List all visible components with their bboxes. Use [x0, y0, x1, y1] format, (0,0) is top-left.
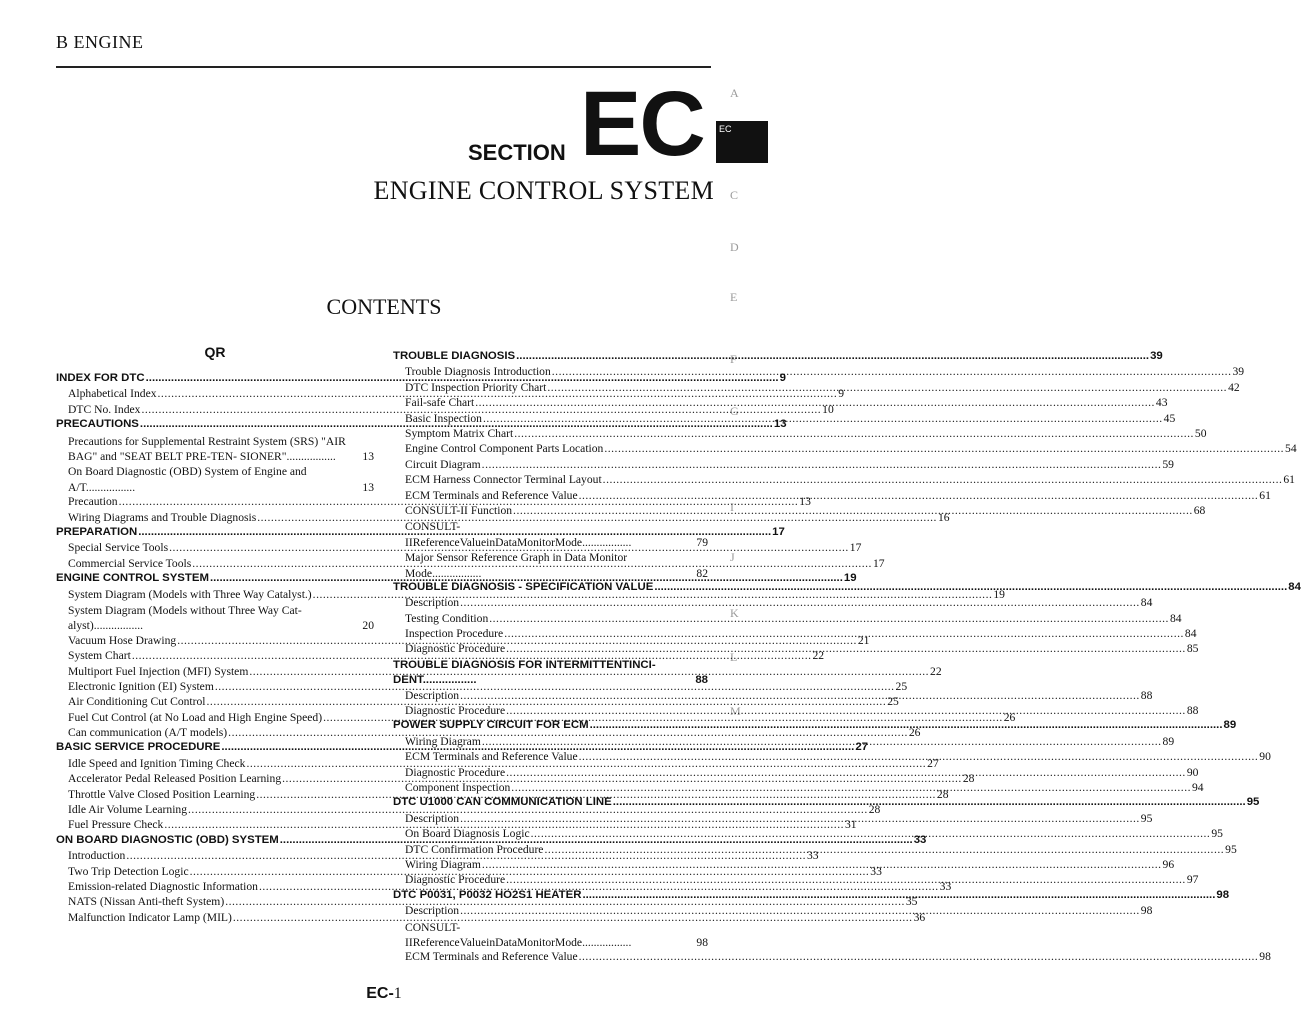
toc-entry-page: 19: [843, 572, 857, 585]
toc-entry[interactable]: [393, 519, 708, 550]
toc-entry-page: 36: [913, 910, 926, 924]
toc-entry-page: 13: [799, 495, 811, 509]
toc-entry-label: Major Sensor Reference Graph in Data Monitor Mode: [405, 551, 628, 580]
toc-dot-leader: .................: [582, 535, 632, 549]
section-label: SECTION: [468, 140, 566, 165]
toc-dot-leader: [613, 796, 1246, 807]
side-letter-l[interactable]: L: [730, 650, 738, 664]
toc-entry-label: Diagnostic Procedure: [405, 704, 506, 718]
toc-entry-page: 9: [838, 387, 845, 401]
toc-entry-page: 39: [1150, 350, 1163, 362]
toc-dot-leader: [544, 843, 1224, 855]
toc-entry-page: 26: [908, 726, 921, 740]
toc-entry-label: Precautions for Supplemental Restraint System (SRS) "AIR BAG" and "SEAT BELT PRE-TEN- SIONER": [68, 434, 346, 463]
side-letter-e[interactable]: E: [730, 290, 738, 304]
toc-entry-label: Diagnostic Procedure: [405, 873, 506, 887]
toc-dot-leader: [604, 442, 1284, 454]
toc-entry[interactable]: [56, 895, 918, 910]
toc-dot-leader: [482, 858, 1162, 870]
toc-entry-page: 28: [936, 787, 949, 801]
toc-entry-label: DTC No. Index: [68, 402, 141, 416]
toc-entry-label: INDEX FOR DTC: [56, 372, 145, 384]
toc-entry-page: 33: [939, 879, 952, 893]
footer-page-number: 1: [393, 985, 402, 1002]
toc-entry[interactable]: [393, 473, 1295, 488]
toc-entry-page: 28: [962, 772, 975, 786]
toc-entry-page: 90: [1259, 750, 1271, 764]
toc-entry-page: 27: [927, 756, 939, 770]
toc-entry-label: ECM Harness Connector Terminal Layout: [405, 473, 602, 487]
toc-entry[interactable]: [393, 426, 1207, 442]
toc-dot-leader: .................: [85, 480, 136, 494]
toc-entry-label: Air Conditioning Cut Control: [68, 695, 206, 709]
toc-entry-label: DTC Inspection Priority Chart: [405, 380, 547, 394]
toc-entry-page: 17: [849, 541, 862, 555]
toc-dot-leader: [531, 827, 1211, 839]
toc-entry-page: 79: [696, 535, 708, 549]
toc-dot-leader: [514, 427, 1194, 439]
toc-entry-label: Malfunction Indicator Lamp (MIL): [68, 910, 232, 924]
toc-entry-label: Fail-safe Chart: [405, 396, 475, 410]
toc-entry-label: DTC Confirmation Procedure: [405, 842, 544, 856]
toc-entry-page: 16: [937, 510, 950, 524]
toc-entry-label: Accelerator Pedal Released Position Learning: [68, 772, 282, 786]
toc-entry-page: 61: [1283, 473, 1295, 487]
section-code: EC: [580, 73, 704, 175]
toc-dot-leader: [482, 735, 1162, 747]
side-letter-d[interactable]: D: [730, 240, 739, 254]
toc-entry[interactable]: [56, 603, 374, 634]
toc-entry-label: Throttle Valve Closed Position Learning: [68, 787, 256, 801]
toc-entry-page: 95: [1225, 842, 1237, 856]
toc-dot-leader: [603, 473, 1283, 485]
toc-entry-page: 33: [807, 849, 819, 863]
toc-entry-label: Diagnostic Procedure: [405, 642, 506, 656]
toc-entry-page: 85: [1186, 642, 1199, 656]
toc-dot-leader: .................: [432, 566, 482, 580]
toc-entry-page: 28: [868, 803, 881, 817]
toc-entry-page: 88: [1140, 688, 1153, 702]
toc-entry-page: 21: [857, 633, 870, 647]
toc-entry-page: 22: [812, 649, 825, 663]
toc-entry-page: 35: [905, 895, 918, 909]
footer-section-code: EC-: [366, 985, 394, 1002]
toc-dot-leader: [506, 766, 1186, 778]
toc-entry-label: Emission-related Diagnostic Information: [68, 879, 258, 893]
toc-entry-label: Diagnostic Procedure: [405, 765, 506, 779]
toc-entry[interactable]: [393, 442, 1297, 457]
toc-entry-label: ECM Terminals and Reference Value: [405, 950, 578, 964]
engine-model-label: QR: [204, 344, 226, 360]
side-letter-j[interactable]: J: [730, 550, 735, 564]
toc-dot-leader: [513, 504, 1193, 516]
toc-entry-page: 88: [695, 674, 708, 687]
toc-dot-leader: .................: [93, 619, 144, 633]
toc-entry-page: 98: [1140, 904, 1153, 918]
toc-entry-label: System Chart: [68, 649, 131, 663]
toc-entry-page: 98: [1259, 950, 1271, 964]
toc-entry-label: ENGINE CONTROL SYSTEM: [56, 572, 209, 585]
toc-entry-label: Inspection Procedure: [405, 627, 504, 641]
toc-entry-label: On Board Diagnosis Logic: [405, 827, 530, 841]
toc-entry[interactable]: [56, 464, 374, 495]
toc-entry-label: Wiring Diagrams and Trouble Diagnosis: [68, 510, 257, 524]
toc-dot-leader: [489, 612, 1169, 624]
toc-dot-leader: .................: [286, 449, 336, 463]
toc-dot-leader: [579, 489, 1259, 501]
toc-entry-label: CONSULT-IIReferenceValueinDataMonitorMode: [405, 920, 583, 949]
toc-entry-page: 50: [1194, 426, 1207, 440]
toc-entry-page: 84: [1184, 627, 1197, 641]
toc-dot-leader: [483, 412, 1163, 424]
toc-entry-label: Commercial Service Tools: [68, 556, 192, 570]
toc-entry-label: Basic Inspection: [405, 411, 482, 425]
toc-entry-page: 61: [1259, 488, 1271, 502]
toc-entry-page: 96: [1162, 857, 1175, 871]
section-tab-label: EC: [719, 124, 732, 134]
toc-dot-leader: [460, 596, 1140, 608]
toc-dot-leader: [504, 627, 1184, 639]
toc-entry-label: Trouble Diagnosis Introduction: [405, 365, 551, 379]
toc-entry-page: 95: [1140, 811, 1153, 825]
toc-entry-page: 10: [822, 402, 834, 416]
toc-entry-label: PREPARATION: [56, 525, 138, 538]
toc-entry[interactable]: [393, 380, 1240, 396]
toc-entry-page: 95: [1246, 796, 1260, 809]
toc-entry-page: 68: [1193, 503, 1206, 517]
toc-entry-label: DTC U1000 CAN COMMUNICATION LINE: [393, 796, 612, 809]
toc-dot-leader: [579, 750, 1259, 762]
page-footer: [0, 985, 768, 1003]
toc-entry-label: TROUBLE DIAGNOSIS: [393, 350, 516, 362]
side-letter-g[interactable]: G: [730, 404, 739, 418]
toc-entry[interactable]: [393, 658, 708, 689]
toc-entry-label: Description: [405, 596, 460, 610]
toc-entry-page: 13: [362, 480, 374, 494]
toc-entry-page: 90: [1186, 765, 1199, 779]
side-letter-m[interactable]: M: [730, 704, 741, 718]
toc-dot-leader: [506, 642, 1186, 654]
toc-entry-label: ON BOARD DIAGNOSTIC (OBD) SYSTEM: [56, 833, 279, 846]
header-rule: [56, 66, 711, 68]
toc-entry-label: Fuel Cut Control (at No Load and High Engine Speed): [68, 710, 323, 724]
toc-entry-page: 17: [772, 525, 785, 538]
toc-entry-page: 98: [696, 935, 708, 949]
toc-entry-page: 25: [895, 679, 908, 693]
toc-dot-leader: .................: [422, 674, 477, 687]
toc-entry-page: 27: [855, 741, 868, 754]
toc-entry-label: Fuel Pressure Check: [68, 818, 164, 832]
toc-dot-leader: [582, 889, 1215, 900]
toc-entry-label: Introduction: [68, 849, 126, 863]
side-letter-k[interactable]: K: [730, 606, 739, 620]
running-header: B ENGINE: [56, 32, 144, 52]
toc-entry-label: TROUBLE DIAGNOSIS - SPECIFICATION VALUE: [393, 580, 654, 593]
toc-entry[interactable]: [393, 920, 708, 951]
toc-entry-label: Two Trip Detection Logic: [68, 864, 189, 878]
toc-dot-leader: [516, 350, 1149, 361]
toc-entry-page: 84: [1169, 611, 1182, 625]
toc-entry-label: ECM Terminals and Reference Value: [405, 488, 578, 502]
toc-entry-label: Special Service Tools: [68, 541, 169, 555]
toc-entry-label: Description: [405, 811, 460, 825]
toc-entry-label: Can communication (A/T models): [68, 726, 228, 740]
toc-entry-label: Circuit Diagram: [405, 457, 481, 471]
toc-entry-label: Precaution: [68, 495, 118, 509]
toc-entry-label: Symptom Matrix Chart: [405, 426, 514, 440]
toc-entry-page: 20: [362, 619, 374, 633]
toc-entry[interactable]: [393, 611, 1182, 627]
toc-dot-leader: [579, 950, 1259, 962]
toc-entry[interactable]: [393, 550, 708, 581]
toc-entry-label: Idle Air Volume Learning: [68, 803, 188, 817]
toc-entry-label: System Diagram (Models with Three Way Catalyst.): [68, 587, 312, 601]
toc-entry-label: Description: [405, 904, 460, 918]
toc-entry-label: On Board Diagnostic (OBD) System of Engine and A/T: [68, 465, 307, 494]
toc-entry-page: 33: [870, 864, 882, 878]
toc-entry-label: Idle Speed and Ignition Timing Check: [68, 756, 246, 770]
toc-entry-label: PRECAUTIONS: [56, 418, 139, 431]
toc-entry-label: Alphabetical Index: [68, 387, 157, 401]
toc-entry-label: Testing Condition: [405, 611, 489, 625]
side-letter-i[interactable]: I: [730, 500, 734, 514]
toc-entry[interactable]: [393, 950, 1271, 965]
toc-entry-label: Multiport Fuel Injection (MFI) System: [68, 664, 249, 678]
toc-entry-page: 19: [993, 587, 1005, 601]
toc-entry-label: Vacuum Hose Drawing: [68, 633, 177, 647]
toc-entry-label: Electronic Ignition (EI) System: [68, 679, 214, 693]
toc-dot-leader: [552, 365, 1232, 377]
side-letter-f[interactable]: F: [730, 352, 737, 366]
toc-entry-label: Wiring Diagram: [405, 734, 481, 748]
toc-entry-page: 13: [362, 449, 374, 463]
toc-entry-page: 31: [845, 818, 857, 832]
toc-dot-leader: [475, 396, 1155, 408]
toc-entry[interactable]: [393, 596, 1153, 611]
toc-entry-page: 9: [779, 372, 786, 384]
toc-entry[interactable]: [393, 365, 1245, 380]
toc-entry[interactable]: [56, 434, 374, 465]
toc-entry-page: 98: [1216, 888, 1230, 901]
toc-entry-page: 89: [1162, 734, 1175, 748]
side-letter-c[interactable]: C: [730, 188, 739, 202]
toc-entry-page: 43: [1155, 396, 1168, 410]
toc-entry-page: 97: [1186, 873, 1199, 887]
toc-entry-page: 25: [887, 695, 899, 709]
toc-entry-page: 84: [1140, 596, 1153, 610]
toc-entry-page: 39: [1232, 365, 1245, 379]
toc-entry-page: 59: [1162, 457, 1174, 471]
toc-entry-label: Engine Control Component Parts Location: [405, 442, 604, 456]
toc-dot-leader: .................: [582, 935, 632, 949]
contents-heading: CONTENTS: [326, 294, 442, 319]
toc-entry-label: NATS (Nissan Anti-theft System): [68, 895, 225, 909]
toc-entry-label: CONSULT-II Function: [405, 503, 513, 517]
toc-dot-leader: [654, 581, 1287, 592]
toc-dot-leader: [590, 719, 1223, 730]
toc-entry-page: 26: [1003, 710, 1016, 724]
toc-entry-page: 94: [1191, 781, 1204, 795]
toc-entry-label: Description: [405, 688, 460, 702]
toc-entry-page: 54: [1285, 442, 1297, 456]
toc-entry-label: CONSULT-IIReferenceValueinDataMonitorMode: [405, 520, 583, 549]
toc-dot-leader: [547, 381, 1227, 393]
toc-dot-leader: [482, 458, 1162, 470]
toc-entry-page: 95: [1211, 827, 1223, 841]
toc-dot-leader: [506, 704, 1186, 716]
toc-entry-label: BASIC SERVICE PROCEDURE: [56, 741, 221, 754]
toc-entry-label: TROUBLE DIAGNOSIS FOR INTERMITTENTINCI- DENT: [393, 658, 656, 687]
toc-entry-label: POWER SUPPLY CIRCUIT FOR ECM: [393, 719, 589, 732]
toc-entry-page: 84: [1288, 580, 1301, 593]
toc-entry-page: 42: [1228, 380, 1240, 394]
toc-entry-label: ECM Terminals and Reference Value: [405, 750, 578, 764]
toc-entry-page: 88: [1186, 704, 1199, 718]
toc-dot-leader: [460, 904, 1140, 916]
toc-entry[interactable]: [393, 350, 1163, 365]
toc-dot-leader: [506, 873, 1186, 885]
toc-entry-page: 33: [913, 833, 927, 846]
toc-entry-page: 22: [930, 664, 942, 678]
toc-entry-page: 82: [696, 566, 708, 580]
toc-dot-leader: [460, 812, 1140, 824]
section-title: ENGINE CONTROL SYSTEM: [373, 176, 714, 205]
toc-entry-page: 17: [872, 556, 885, 570]
toc-entry-label: Wiring Diagram: [405, 857, 481, 871]
toc-entry-label: Component Inspection: [405, 781, 511, 795]
toc-dot-leader: [460, 689, 1140, 701]
toc-entry-page: 13: [773, 418, 787, 431]
toc-entry-label: DTC P0031, P0032 HO2S1 HEATER: [393, 888, 582, 901]
side-letter-a[interactable]: A: [730, 86, 739, 100]
toc-entry-label: System Diagram (Models without Three Way Cat- alyst): [68, 603, 302, 633]
toc-dot-leader: [511, 781, 1191, 793]
toc-entry-page: 45: [1163, 411, 1176, 425]
toc-entry[interactable]: [393, 457, 1174, 473]
toc-entry-page: 89: [1223, 719, 1237, 732]
